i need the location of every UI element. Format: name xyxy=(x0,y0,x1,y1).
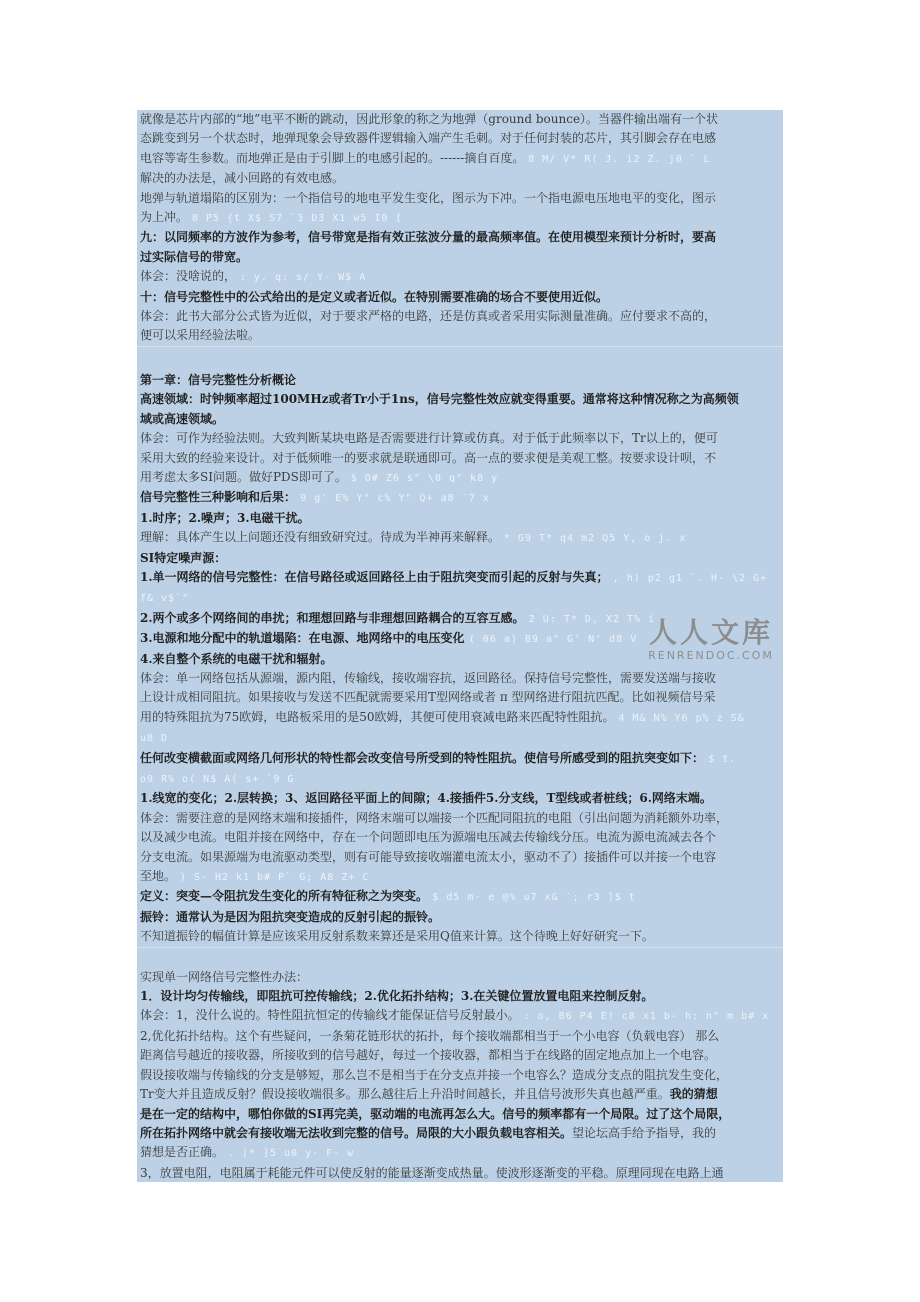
text-line xyxy=(140,1164,781,1182)
spacer xyxy=(137,347,783,371)
line-text: 体会：单一网络包括从源端，源内阻，传输线，接收端容抗，返回路径。保持信号完整性，需要发送端与接收 xyxy=(140,670,717,685)
line-text: 采用大致的经验来设计。对于低频唯一的要求就是联通即可。高一点的要求便是美观工整。按要求设计呗，不 xyxy=(140,450,717,465)
line-text: 4.来自整个系统的电磁干扰和辐射。 xyxy=(140,651,333,666)
text-line xyxy=(140,326,781,345)
line-text: 上设计成相同阻抗。如果接收与发送不匹配就需要采用T型网络或者 π 型网络进行阻抗匹配。比如视频信号采 xyxy=(140,690,716,705)
noise-text: 2 U: T* D, X2 T% i xyxy=(528,613,656,625)
noise-text: $ d5 m- e @% u7 x& `; r3 ]$ t xyxy=(432,892,636,904)
line-text: 所在拓扑网络中就会有接收端无法收到完整的信号。局限的大小跟负载电容相关。 xyxy=(140,1125,573,1140)
line-text: 定义：突变—令阻抗发生变化的所有特征称之为突变。 xyxy=(140,889,429,904)
line-text: 3，放置电阻，电阻属于耗能元件可以使反射的能量逐渐变成热量。使波形逐渐变的平稳。原理同现在电路上通 xyxy=(140,1165,724,1180)
text-line xyxy=(140,528,781,548)
line-text: SI特定噪声源： xyxy=(140,550,227,565)
line-text: 任何改变横截面或网络几何形状的特性都会改变信号所受到的特性阻抗。使信号所感受到的阻抗突变如下： xyxy=(140,750,705,765)
line-text: 理解：具体产生以上问题还没有细致研究过。待成为半神再来解释。 xyxy=(140,530,501,545)
text-line xyxy=(140,828,781,847)
line-text: 3.电源和地分配中的轨道塌陷：在电源、地网络中的电压变化 xyxy=(140,631,465,646)
line-text: 1．设计均匀传输线，即阻抗可控传输线；2.优化拓扑结构；3.在关键位置放置电阻来控制反射。 xyxy=(140,989,654,1004)
noise-text: 4 M& N% Y6 p% z S& xyxy=(618,712,745,724)
text-line xyxy=(140,1027,781,1046)
line-text: 1.时序；2.噪声；3.电磁干扰。 xyxy=(140,510,310,525)
spacer xyxy=(137,948,783,968)
text-line xyxy=(140,149,781,169)
line-text: 以及减少电流。电阻并接在网络中，存在一个问题即电压为源端电压减去传输线分压。电流为源电流减去各个 xyxy=(140,830,717,845)
text-line xyxy=(140,688,781,707)
text-line xyxy=(140,708,781,728)
text-line xyxy=(140,749,781,769)
text-line xyxy=(140,968,781,987)
noise-text: 8 M/ V* R( J. i2 Z. j0 ` L xyxy=(528,153,711,165)
line-text: 高速领域：时钟频率超过100MHz或者Tr小于1ns，信号完整性效应就变得重要。通常将这种情况称之为高频领 xyxy=(140,392,739,407)
line-text: 地弹与轨道塌陷的区别为：一个指信号的地电平发生变化，图示为下冲。一个指电源电压地电平的变化，图示 xyxy=(140,190,717,205)
line-text: 至地。 xyxy=(140,869,177,884)
text-line xyxy=(140,549,781,568)
line-text: 不知道振铃的幅值计算是应该采用反射系数来算还是采用Q值来计算。这个待晚上好好研究一下。 xyxy=(140,929,654,944)
line-text: Tr变大并且造成反射？假设接收端很多。那么越往后上升沿时间越长，并且信号波形失真也越严重。 xyxy=(140,1087,670,1102)
line-text: 用考虑太多SI问题。做好PDS即可了。 xyxy=(140,469,347,484)
line-text: 解决的办法是，减小回路的有效电感。 xyxy=(140,171,345,186)
text-line xyxy=(140,588,781,608)
noise-text: f& v$`" xyxy=(140,593,190,605)
emphasis-text: 我的猜想 xyxy=(669,1087,718,1102)
line-text: 1.线宽的变化；2.层转换；3、返回路径平面上的间隙；4.接插件5.分支线，T型线或者桩线；6.网络末端。 xyxy=(140,791,712,806)
line-text: 信号完整性三种影响和后果： xyxy=(140,490,297,505)
line-text: 是在一定的结构中，哪怕你做的SI再完美，驱动端的电流再怎么大。信号的频率都有一个局限。过了这个局限， xyxy=(140,1106,731,1121)
noise-text: . |* ]5 u0 y- F- w xyxy=(227,1148,355,1160)
noise-text: : y. q: s/ Y- W$ A xyxy=(239,272,367,284)
line-text: 就像是芯片内部的“地”电平不断的跳动，因此形象的称之为地弹（ground bounce）。当器件输出端有一个状 xyxy=(140,112,719,126)
text-line xyxy=(140,189,781,208)
text-line xyxy=(140,1046,781,1065)
text-line xyxy=(140,1124,781,1143)
text-line xyxy=(140,1085,781,1104)
noise-text: 9 g' E% Y" c% Y" Q+ a8 `7 x xyxy=(300,493,490,505)
text-line xyxy=(140,887,781,907)
text-line xyxy=(140,228,781,247)
text-line xyxy=(140,248,781,267)
text-line xyxy=(140,429,781,448)
line-text: 2,优化拓扑结构。这个有些疑问，一条菊花链形状的拓扑，每个接收端都相当于一个小电容（负载电容） 那么 xyxy=(140,1028,720,1043)
noise-text: : o, B6 P4 E! c8 x1 b- h: n" m b# x xyxy=(523,1011,770,1023)
text-line xyxy=(140,769,781,789)
text-line xyxy=(140,509,781,528)
watermark-logo xyxy=(646,616,776,662)
line-text: 电容等寄生参数。而地弹正是由于引脚上的电感引起的。------摘自百度。 xyxy=(140,150,525,165)
text-line xyxy=(140,908,781,927)
text-line xyxy=(140,728,781,748)
line-text: 1.单一网络的信号完整性：在信号路径或返回路径上由于阻抗突变而引起的反射与失真； xyxy=(140,569,609,584)
noise-text: * G9 T* q4 m2 Q5 Y, o j. x xyxy=(503,533,687,545)
line-text: 体会：此书大部分公式皆为近似，对于要求严格的电路，还是仿真或者采用实际测量准确。应付要求不高的， xyxy=(140,309,717,324)
noise-text: $ O# Z6 s" \0 q" k8 y xyxy=(350,472,499,484)
noise-text: $ t. xyxy=(708,753,737,765)
noise-text: ( 06 a) B9 a" G' N' d8 V xyxy=(468,634,638,646)
text-line xyxy=(140,809,781,828)
text-line xyxy=(140,208,781,228)
line-text: 体会：需要注意的是网络末端和接插件，网络末端可以端接一个匹配同阻抗的电阻（引出问题为消耗额外功率， xyxy=(140,810,729,825)
line-text: 为上冲。 xyxy=(140,210,189,225)
line-text: 猜想是否正确。 xyxy=(140,1145,225,1160)
text-line xyxy=(140,1143,781,1163)
text-line xyxy=(140,371,781,390)
text-line xyxy=(140,1006,781,1026)
noise-text: , h) p2 g1 `. H- \2 G+ xyxy=(612,572,768,584)
text-line xyxy=(140,1066,781,1085)
text-line xyxy=(140,867,781,887)
noise-text: o9 R% o( N$ A( s+ `9 G xyxy=(140,774,295,785)
paragraph-block-single-net xyxy=(137,968,783,1182)
text-line xyxy=(140,410,781,429)
noise-text: u8 D xyxy=(140,733,169,745)
line-text: 2.两个或多个网络间的串扰；和理想回路与非理想回路耦合的互容互感。 xyxy=(140,610,525,625)
line-text: 体会：可作为经验法则。大致判断某块电路是否需要进行计算或仿真。对于低于此频率以下，Tr以上的，便可 xyxy=(140,431,718,446)
text-line xyxy=(140,449,781,468)
text-line xyxy=(140,927,781,946)
line-text: 距离信号越近的接收器，所接收到的信号越好，每过一个接收器，都相当于在线路的固定地点加上一个电容。 xyxy=(140,1048,717,1063)
line-text: 态跳变到另一个状态时，地弹现象会导致器件逻辑输入端产生毛刺。对于任何封装的芯片，其引脚会存在电感 xyxy=(140,131,717,146)
text-line xyxy=(140,307,781,326)
text-line xyxy=(140,848,781,867)
line-text: 九：以同频率的方波作为参考，信号带宽是指有效正弦波分量的最高频率值。在使用模型来预计分析时，要高 xyxy=(140,230,717,245)
line-text: 用的特殊阻抗为75欧姆，电路板采用的是50欧姆，其便可使用衰减电路来匹配特性阻抗。 xyxy=(140,709,615,724)
text-line xyxy=(140,169,781,188)
text-line xyxy=(140,110,781,129)
line-text: 分支电流。如果源端为电流驱动类型，则有可能导致接收端灌电流太小，驱动不了）接插件可以并接一个电容 xyxy=(140,849,717,864)
line-text: 第一章：信号完整性分析概论 xyxy=(140,372,297,387)
paragraph-block-ground-bounce xyxy=(137,110,783,346)
line-text: 实现单一网络信号完整性办法： xyxy=(140,969,309,984)
text-line xyxy=(140,390,781,409)
line-text: 振铃：通常认为是因为阻抗突变造成的反射引起的振铃。 xyxy=(140,909,441,924)
text-line xyxy=(140,789,781,808)
watermark-domain: RENRENDOC.COM xyxy=(648,649,774,662)
line-text: 过实际信号的带宽。 xyxy=(140,249,249,264)
line-text: 域或高速领域。 xyxy=(140,411,225,426)
line-text: 十：信号完整性中的公式给出的是定义或者近似。在特别需要准确的场合不要使用近似。 xyxy=(140,289,609,304)
line-text: 假设接收端与传输线的分支是够短，那么岂不是相当于在分支点并接一个电容么？造成分支点的阻抗发生变化， xyxy=(140,1067,729,1082)
text-line xyxy=(140,468,781,488)
line-tail-text: 望论坛高手给予指导，我的 xyxy=(572,1125,717,1140)
line-text: 体会：1，没什么说的。特性阻抗恒定的传输线才能保证信号反射最小。 xyxy=(140,1008,520,1023)
text-line xyxy=(140,129,781,148)
text-line xyxy=(140,568,781,588)
text-line xyxy=(140,987,781,1006)
watermark-title: 人人文库 xyxy=(648,616,773,649)
text-line xyxy=(140,288,781,307)
text-line xyxy=(140,267,781,287)
line-text: 便可以采用经验法啦。 xyxy=(140,328,261,343)
line-text: 体会：没啥说的， xyxy=(140,269,237,284)
text-line xyxy=(140,488,781,508)
noise-text: ) S- H2 k1 b# P` G; A8 Z+ C xyxy=(179,872,370,884)
text-line xyxy=(140,669,781,688)
noise-text: 8 P5 {t X$ S7 `3 D3 X1 w5 I0 [ xyxy=(191,213,403,225)
text-line xyxy=(140,1105,781,1124)
